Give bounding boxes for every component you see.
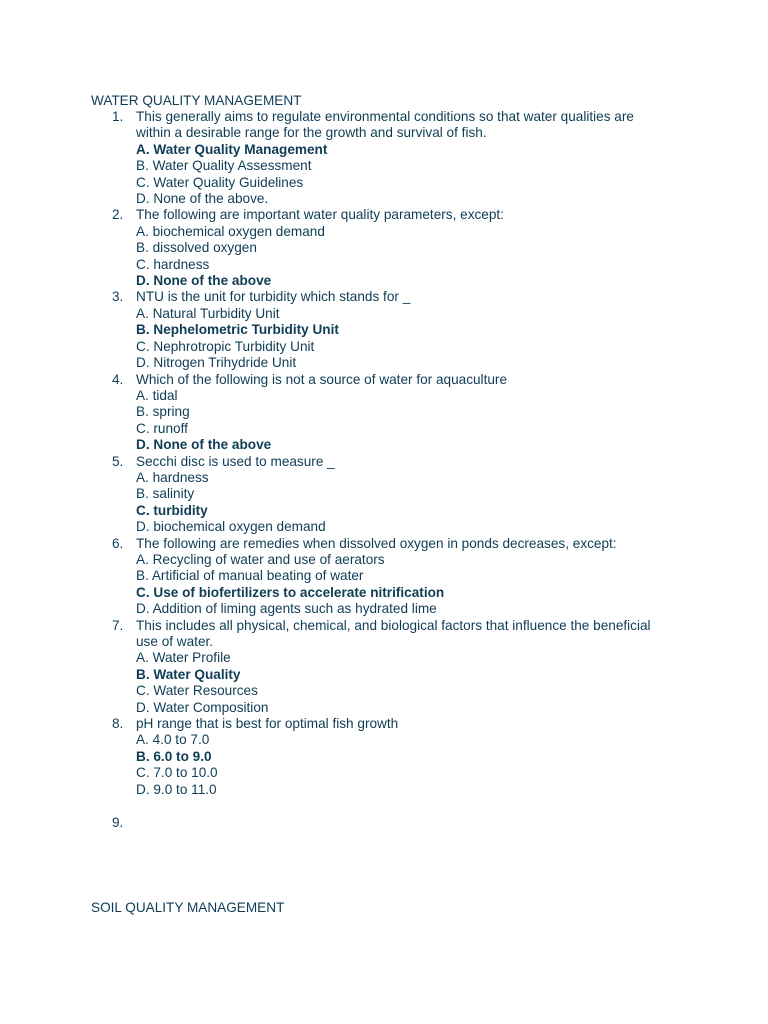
question-number: 6.: [112, 535, 124, 551]
answer-option: D. Water Composition: [136, 699, 269, 715]
question-number: 3.: [112, 289, 124, 305]
section-title-soil-quality: SOIL QUALITY MANAGEMENT: [91, 900, 285, 915]
answer-option: D. 9.0 to 11.0: [136, 781, 217, 797]
question-item: [0, 716, 768, 798]
answer-option: D. Addition of liming agents such as hydrated lime: [136, 601, 437, 617]
section-title-water-quality: WATER QUALITY MANAGEMENT: [91, 93, 302, 108]
answer-option: C. Nephrotropic Turbidity Unit: [136, 338, 315, 354]
answer-option: A. Natural Turbidity Unit: [136, 305, 280, 321]
answer-option: C. Water Quality Guidelines: [136, 174, 304, 190]
question-text: Which of the following is not a source of water for aquaculture: [136, 371, 508, 387]
answer-option-correct: B. Water Quality: [136, 666, 241, 682]
question-text: pH range that is best for optimal fish growth: [136, 716, 399, 732]
answer-option: B. salinity: [136, 486, 195, 502]
answer-option-correct: B. Nephelometric Turbidity Unit: [136, 322, 339, 338]
question-text: This generally aims to regulate environmental conditions so that water qualities are within a desirable range for the growth and survival of fish.: [136, 109, 634, 141]
question-number: 4.: [112, 371, 124, 387]
answer-option: A. hardness: [136, 469, 209, 485]
answer-option: B. dissolved oxygen: [136, 240, 257, 256]
answer-option: A. tidal: [136, 387, 178, 403]
answer-option-correct: C. Use of biofertilizers to accelerate nitrification: [136, 584, 445, 600]
answer-option: A. 4.0 to 7.0: [136, 732, 210, 748]
answer-option: C. runoff: [136, 420, 188, 436]
answer-option: D. biochemical oxygen demand: [136, 519, 326, 535]
question-number: 1.: [112, 109, 124, 124]
question-list: [0, 109, 768, 798]
question-number: 5.: [112, 453, 124, 469]
question-text: This includes all physical, chemical, and biological factors that influence the beneficial use of water.: [136, 617, 651, 649]
answer-option: C. Water Resources: [136, 683, 258, 699]
question-item: [0, 454, 768, 536]
question-item: [0, 618, 768, 716]
answer-option: B. Water Quality Assessment: [136, 158, 312, 174]
answer-option: B. spring: [136, 404, 190, 420]
question-item: [0, 207, 768, 289]
answer-option: D. Nitrogen Trihydride Unit: [136, 355, 297, 371]
answer-option: C. hardness: [136, 256, 210, 272]
answer-option-correct: A. Water Quality Management: [136, 141, 328, 157]
question-number: 8.: [112, 716, 124, 732]
question-item: [0, 372, 768, 454]
question-item: [0, 289, 768, 371]
answer-option-correct: D. None of the above: [136, 273, 272, 289]
question-text: The following are important water quality parameters, except:: [136, 207, 504, 223]
answer-option-correct: D. None of the above: [136, 437, 272, 453]
question-number: 2.: [112, 207, 124, 223]
answer-option: A. Water Profile: [136, 650, 231, 666]
answer-option: A. biochemical oxygen demand: [136, 223, 325, 239]
answer-option-correct: C. turbidity: [136, 502, 208, 518]
answer-option: B. Artificial of manual beating of water: [136, 568, 364, 584]
question-text: The following are remedies when dissolved oxygen in ponds decreases, except:: [136, 535, 617, 551]
question-text: NTU is the unit for turbidity which stands for _: [136, 289, 411, 305]
answer-option-correct: B. 6.0 to 9.0: [136, 748, 212, 764]
answer-option: D. None of the above.: [136, 191, 269, 207]
answer-option: A. Recycling of water and use of aerators: [136, 551, 385, 567]
question-item: [0, 536, 768, 618]
question-item: [0, 109, 768, 207]
question-number: 7.: [112, 617, 124, 633]
question-text: Secchi disc is used to measure _: [136, 453, 335, 469]
question-number-empty: 9.: [112, 815, 124, 830]
answer-option: C. 7.0 to 10.0: [136, 765, 218, 781]
